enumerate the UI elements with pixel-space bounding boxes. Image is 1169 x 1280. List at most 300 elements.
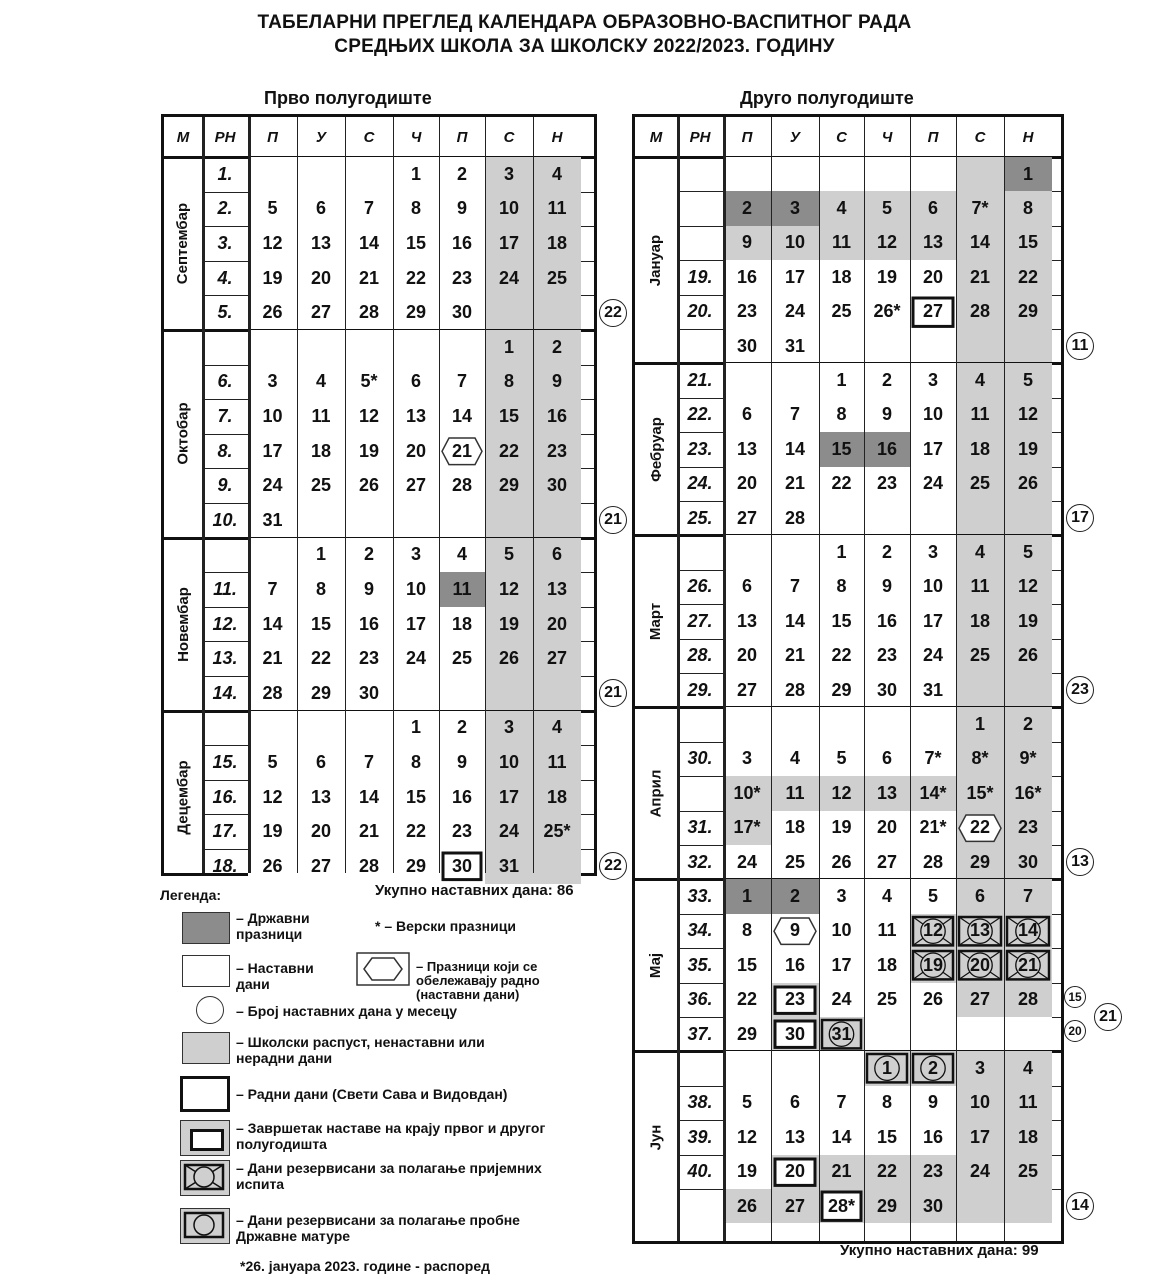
day-number: 1 (836, 542, 847, 563)
day-cell (771, 604, 819, 638)
day-number: 9 (881, 576, 892, 597)
week-number: 27. (687, 610, 713, 631)
day-cell (819, 570, 864, 604)
day-number: 18 (546, 786, 568, 807)
day-cell (1004, 329, 1052, 363)
day-cell (864, 329, 910, 363)
day-cell (485, 365, 533, 400)
day-number: 21 (262, 648, 283, 669)
week-number: 26. (687, 576, 713, 597)
day-cell (819, 501, 864, 535)
day-number: 24 (831, 989, 852, 1010)
day-cell (771, 1017, 819, 1051)
day-number: 4 (881, 886, 892, 907)
day-cell (910, 260, 956, 294)
day-number: 10 (405, 578, 427, 599)
day-cell (819, 535, 864, 569)
day-number: 5 (927, 886, 938, 907)
day-number: 1 (1022, 163, 1033, 184)
day-cell (1004, 191, 1052, 225)
day-cell (533, 814, 581, 849)
day-number: 26 (262, 302, 283, 323)
day-number: 11 (970, 404, 990, 425)
day-number: 15 (831, 610, 852, 631)
week-number (202, 538, 248, 573)
day-cell (297, 468, 345, 503)
day-number: 7 (363, 198, 374, 219)
legend-break-swatch (182, 1032, 230, 1064)
day-cell (819, 1155, 864, 1189)
column-divider (533, 117, 534, 873)
day-cell (864, 742, 910, 776)
day-number: 1 (974, 714, 985, 735)
day-cell (393, 295, 439, 330)
day-number: 16 (358, 613, 380, 634)
day-number: 7* (971, 198, 989, 219)
day-number: 21 (969, 266, 991, 287)
day-number: 5* (360, 371, 378, 392)
week-number: 7. (217, 405, 233, 426)
day-number: 4 (974, 542, 985, 563)
day-cell (393, 814, 439, 849)
day-number: 8 (503, 371, 514, 392)
day-cell (956, 948, 1004, 982)
day-cell (723, 329, 771, 363)
day-number: 11 (877, 920, 897, 941)
month-label (635, 707, 677, 879)
column-divider (677, 117, 680, 1241)
day-cell (485, 780, 533, 815)
day-cell (723, 1086, 771, 1120)
day-cell (723, 226, 771, 260)
day-cell (910, 329, 956, 363)
day-number: 23 (876, 473, 898, 494)
day-cell (819, 1086, 864, 1120)
day-number: 21 (784, 645, 806, 666)
day-cell (485, 503, 533, 538)
day-cell (248, 572, 297, 607)
day-cell (533, 226, 581, 261)
day-number: 25 (784, 851, 806, 872)
day-cell (723, 1017, 771, 1051)
day-number: 18 (831, 266, 852, 287)
day-cell (485, 572, 533, 607)
day-cell (345, 399, 393, 434)
day-cell (248, 676, 297, 711)
week-number (677, 191, 723, 225)
legend-count-text: – Број наставних дана у месецу (236, 1003, 458, 1019)
day-cell (819, 673, 864, 707)
day-number: 21 (1017, 954, 1039, 975)
day-number: 20 (784, 1161, 806, 1182)
day-number: 12 (498, 578, 520, 599)
month-label (164, 330, 202, 538)
day-number: 30 (451, 302, 473, 323)
day-number: 9 (551, 371, 562, 392)
month-label (635, 1051, 677, 1223)
day-cell (1004, 914, 1052, 948)
second-half-title: Друго полугодиште (740, 88, 914, 108)
day-number: 19 (1017, 438, 1039, 459)
day-number: 9 (881, 404, 892, 425)
month-name: Новембар (174, 586, 192, 662)
day-number: 8* (971, 748, 989, 769)
col-header: М (176, 128, 190, 146)
day-number: 27 (405, 475, 427, 496)
month-name: Април (647, 769, 665, 818)
col-header: С (503, 128, 515, 146)
column-divider (1004, 117, 1005, 1241)
day-cell (819, 914, 864, 948)
day-number: 27 (736, 679, 758, 700)
day-number: 17 (262, 440, 283, 461)
day-number: 23 (451, 821, 473, 842)
day-cell (393, 780, 439, 815)
day-number: 4 (456, 544, 467, 565)
day-cell (248, 468, 297, 503)
day-number: 21 (784, 473, 806, 494)
day-cell (723, 776, 771, 810)
day-cell (956, 501, 1004, 535)
day-cell (723, 707, 771, 741)
day-cell (439, 330, 485, 365)
day-cell (1004, 1155, 1052, 1189)
day-cell (864, 1155, 910, 1189)
day-cell (297, 676, 345, 711)
day-number: 24 (498, 821, 520, 842)
day-cell (723, 811, 771, 845)
month-label (164, 711, 202, 884)
day-cell (771, 329, 819, 363)
day-number: 29 (498, 475, 520, 496)
day-cell (439, 641, 485, 676)
month-count-circle: 11 (1066, 332, 1094, 360)
day-cell (864, 673, 910, 707)
day-cell (819, 467, 864, 501)
day-number: 20 (736, 473, 758, 494)
day-cell (956, 295, 1004, 329)
day-number: 3 (789, 198, 800, 219)
day-cell (393, 503, 439, 538)
day-number: 22 (1017, 266, 1039, 287)
day-number: 25 (969, 473, 991, 494)
month-name: Мај (647, 952, 665, 978)
day-number: 22 (736, 989, 758, 1010)
day-cell (723, 363, 771, 397)
day-number: 26 (1017, 645, 1039, 666)
day-cell (248, 157, 297, 192)
week-number: 20. (687, 301, 713, 322)
day-number: 26 (498, 648, 520, 669)
day-cell (345, 261, 393, 296)
day-number: 8 (410, 751, 421, 772)
day-number: 24 (498, 267, 520, 288)
day-cell (723, 948, 771, 982)
day-number: 16 (784, 954, 806, 975)
day-cell (864, 914, 910, 948)
day-number: 12 (922, 920, 944, 941)
day-number: 2 (363, 544, 374, 565)
day-cell (910, 570, 956, 604)
day-number: 21 (358, 267, 380, 288)
day-cell (819, 432, 864, 466)
legend-holiday-text: – Државни празници (236, 910, 310, 942)
legend-entrance-text: – Дани резервисани за полагање пријемних испита (236, 1160, 542, 1192)
day-cell (533, 434, 581, 469)
day-number: 11 (311, 405, 331, 426)
day-number: 6 (551, 544, 562, 565)
day-number: 12 (1017, 404, 1039, 425)
day-cell (1004, 742, 1052, 776)
day-cell (819, 776, 864, 810)
col-header: П (267, 128, 278, 146)
day-number: 9* (1019, 748, 1037, 769)
day-number: 10 (784, 232, 806, 253)
day-number: 30 (922, 1195, 944, 1216)
week-number: 37. (687, 1023, 713, 1044)
title-line-1: ТАБЕЛАРНИ ПРЕГЛЕД КАЛЕНДАРА ОБРАЗОВНО-ВАСПИТНОГ РАДА (257, 12, 912, 33)
day-cell (439, 192, 485, 227)
day-cell (1004, 1017, 1052, 1051)
day-number: 30 (451, 855, 473, 876)
day-cell (1004, 948, 1052, 982)
day-cell (864, 1086, 910, 1120)
day-number: 20 (310, 821, 332, 842)
day-number: 23 (451, 267, 473, 288)
day-cell (533, 261, 581, 296)
day-cell (533, 572, 581, 607)
day-number: 10 (498, 751, 520, 772)
day-cell (345, 745, 393, 780)
day-cell (393, 192, 439, 227)
day-number: 22 (498, 440, 520, 461)
day-number: 6 (741, 576, 752, 597)
day-number: 14 (1017, 920, 1039, 941)
day-number: 25 (969, 645, 991, 666)
day-cell (439, 572, 485, 607)
day-cell (297, 745, 345, 780)
day-cell (819, 948, 864, 982)
week-number: 1. (217, 163, 233, 184)
day-number: 18 (969, 610, 991, 631)
day-number: 16 (876, 438, 898, 459)
day-cell (723, 398, 771, 432)
day-cell (393, 157, 439, 192)
day-cell (485, 434, 533, 469)
day-cell (771, 776, 819, 810)
day-cell (345, 538, 393, 573)
day-cell (297, 295, 345, 330)
day-cell (771, 191, 819, 225)
day-number: 13 (784, 1126, 806, 1147)
day-cell (723, 673, 771, 707)
day-number: 3 (410, 544, 421, 565)
day-number: 24 (922, 645, 944, 666)
day-cell (864, 983, 910, 1017)
month-count-circle: 22 (599, 299, 627, 327)
day-cell (533, 780, 581, 815)
day-cell (771, 948, 819, 982)
day-number: 1 (410, 717, 421, 738)
day-cell (345, 192, 393, 227)
month-name: Фебруар (647, 416, 665, 482)
day-number: 6 (789, 1092, 800, 1113)
col-header: П (741, 128, 753, 146)
day-cell (533, 157, 581, 192)
day-number: 16 (451, 232, 473, 253)
day-cell (771, 501, 819, 535)
col-header: Н (1022, 128, 1034, 146)
week-number: 29. (687, 679, 713, 700)
day-number: 9 (456, 751, 467, 772)
day-cell (864, 432, 910, 466)
day-number: 18 (310, 440, 332, 461)
week-number (202, 330, 248, 365)
day-number: 19 (922, 954, 944, 975)
day-cell (533, 503, 581, 538)
legend-working-holidays-text: – Празници који се обележавају радно (наставни дани) (416, 959, 540, 1002)
day-number: 3 (974, 1058, 985, 1079)
day-cell (1004, 879, 1052, 913)
day-number: 28 (262, 682, 283, 703)
column-divider (202, 117, 205, 873)
day-number: 14 (831, 1126, 852, 1147)
week-number: 16. (212, 786, 238, 807)
column-divider (485, 117, 486, 873)
day-number: 28 (784, 679, 806, 700)
day-number: 27 (969, 989, 991, 1010)
day-cell (864, 639, 910, 673)
day-number: 2 (927, 1058, 938, 1079)
day-cell (485, 607, 533, 642)
day-cell (248, 434, 297, 469)
day-number: 18 (876, 954, 898, 975)
week-number: 11. (213, 578, 237, 599)
day-number: 15 (831, 438, 852, 459)
day-cell (771, 535, 819, 569)
day-number: 23 (922, 1161, 944, 1182)
day-number: 19 (831, 817, 852, 838)
day-cell (439, 814, 485, 849)
day-number: 12 (736, 1126, 758, 1147)
day-cell (439, 676, 485, 711)
day-number: 21 (831, 1161, 852, 1182)
day-cell (723, 845, 771, 879)
day-number: 28 (922, 851, 944, 872)
day-cell (248, 261, 297, 296)
day-number: 22 (405, 821, 427, 842)
week-number: 9. (217, 475, 233, 496)
day-number: 25 (310, 475, 332, 496)
day-cell (910, 191, 956, 225)
column-divider (248, 117, 251, 873)
day-number: 18 (969, 438, 991, 459)
day-cell (864, 845, 910, 879)
day-number: 23 (546, 440, 568, 461)
day-cell (771, 707, 819, 741)
day-cell (771, 639, 819, 673)
day-number: 17 (922, 610, 944, 631)
day-cell (723, 1155, 771, 1189)
day-number: 3 (503, 717, 514, 738)
day-number: 12 (831, 782, 852, 803)
day-number: 14 (784, 438, 806, 459)
second-half-calendar (632, 114, 1064, 1244)
month-count-circle: 14 (1066, 1192, 1094, 1220)
day-number: 25 (876, 989, 898, 1010)
day-number: 5 (881, 198, 892, 219)
day-number: 1 (741, 886, 752, 907)
day-number: 13 (310, 232, 332, 253)
month-count-circle: 21 (599, 679, 627, 707)
day-number: 2 (551, 336, 562, 357)
day-cell (297, 157, 345, 192)
day-cell (910, 673, 956, 707)
day-number: 21* (919, 817, 947, 838)
day-number: 17 (922, 438, 944, 459)
day-number: 22 (405, 267, 427, 288)
day-cell (439, 607, 485, 642)
day-cell (864, 707, 910, 741)
day-cell (393, 226, 439, 261)
day-cell (819, 295, 864, 329)
day-cell (956, 1086, 1004, 1120)
day-number: 3 (927, 542, 938, 563)
day-number: 25 (546, 267, 568, 288)
day-number: 3 (503, 163, 514, 184)
day-number: 26* (873, 301, 901, 322)
day-cell (864, 811, 910, 845)
week-number: 12. (212, 613, 238, 634)
day-cell (819, 398, 864, 432)
day-number: 4 (551, 717, 562, 738)
day-cell (485, 745, 533, 780)
day-cell (956, 226, 1004, 260)
week-number: 40. (687, 1161, 713, 1182)
day-cell (485, 295, 533, 330)
day-cell (485, 192, 533, 227)
day-number: 12 (262, 786, 283, 807)
first-half-total: Укупно наставних дана: 86 (375, 882, 574, 899)
day-number: 5 (1022, 370, 1033, 391)
day-cell (956, 398, 1004, 432)
day-number: 31 (922, 679, 944, 700)
day-number: 17 (405, 613, 427, 634)
day-cell (485, 226, 533, 261)
day-number: 4 (1022, 1058, 1033, 1079)
day-number: 6 (927, 198, 938, 219)
day-number: 20 (736, 645, 758, 666)
week-number: 2. (217, 198, 233, 219)
column-divider (723, 117, 726, 1241)
day-cell (910, 1120, 956, 1154)
day-cell (485, 641, 533, 676)
day-number: 13 (405, 405, 427, 426)
day-cell (819, 329, 864, 363)
day-cell (297, 503, 345, 538)
day-number: 11 (970, 576, 990, 597)
day-number: 8 (836, 404, 847, 425)
day-cell (723, 639, 771, 673)
day-cell (439, 849, 485, 884)
day-number: 26 (736, 1195, 758, 1216)
day-number: 22 (831, 645, 852, 666)
day-cell (439, 468, 485, 503)
day-number: 4 (836, 198, 847, 219)
col-header: П (927, 128, 939, 146)
day-cell (345, 468, 393, 503)
day-number: 4 (789, 748, 800, 769)
